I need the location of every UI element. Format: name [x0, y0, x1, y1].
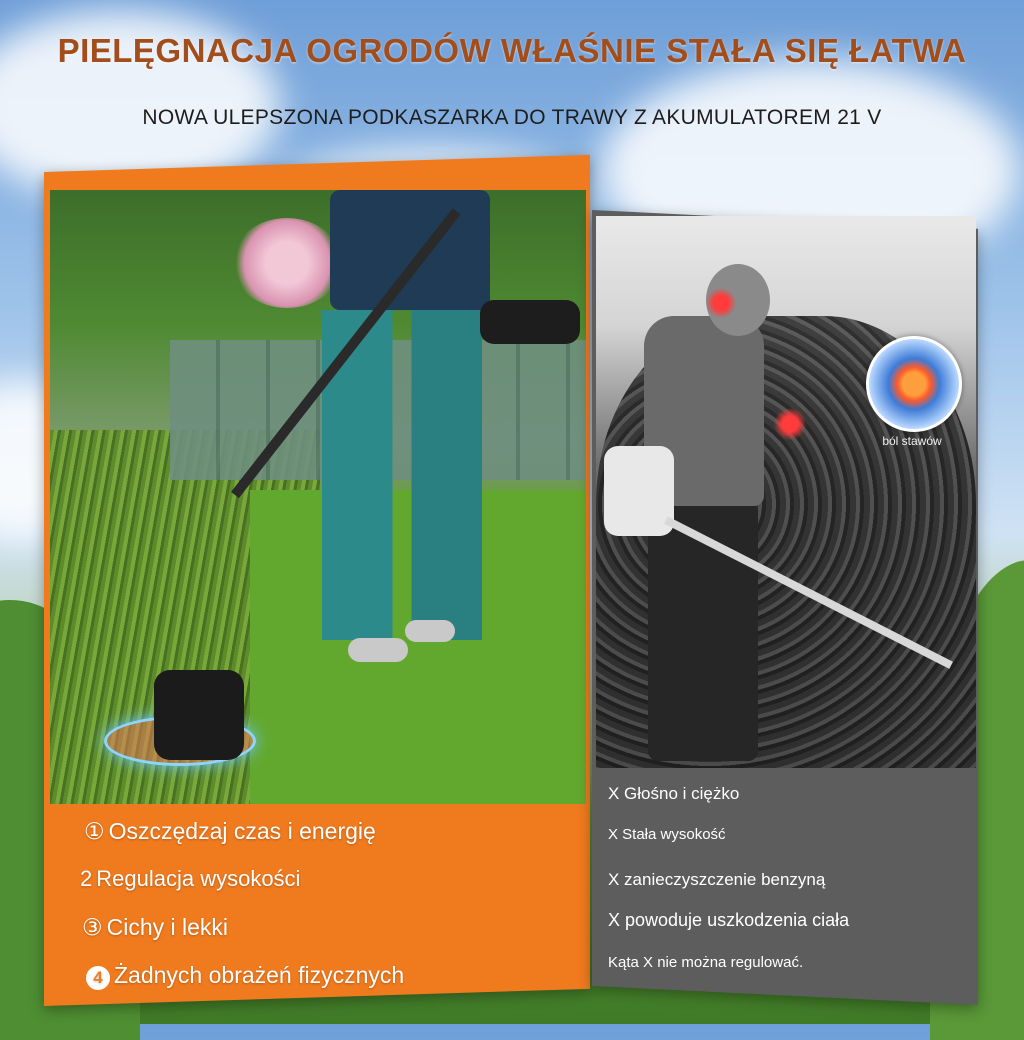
arm-pain-marker: [774, 408, 806, 440]
neck-pain-marker: [706, 288, 736, 318]
benefit-item: [80, 866, 300, 892]
benefit-text: Żadnych obrażeń fizycznych: [114, 962, 405, 988]
drawback-item: X zanieczyszczenie benzyną: [608, 870, 826, 889]
benefit-item: [86, 962, 404, 990]
drawback-item: Kąta X nie można regulować.: [608, 954, 804, 971]
benefit-text: Cichy i lekki: [106, 914, 229, 940]
benefit-number: 2: [80, 866, 93, 891]
benefit-number-badge: 4: [86, 966, 110, 990]
joint-pain-icon: [866, 336, 962, 432]
benefit-number: ③: [82, 914, 103, 940]
cordless-trimmer-photo: [50, 190, 586, 804]
drawback-item: X powoduje uszkodzenia ciała: [608, 910, 850, 930]
joint-pain-label: ból stawów: [882, 434, 942, 448]
petrol-trimmer-photo: [596, 216, 976, 768]
benefit-text: Regulacja wysokości: [96, 866, 301, 891]
benefit-text: Oszczędzaj czas i energię: [108, 818, 376, 844]
drawback-item: X Stała wysokość: [608, 826, 726, 843]
benefit-item: [84, 818, 376, 845]
page-title: PIELĘGNACJA OGRODÓW WŁAŚNIE STAŁA SIĘ ŁATWA: [57, 32, 967, 69]
drawback-item: X Głośno i ciężko: [608, 784, 740, 803]
benefit-item: [82, 914, 228, 941]
page-subtitle: NOWA ULEPSZONA PODKASZARKA DO TRAWY Z AKUMULATOREM 21 V: [142, 106, 882, 129]
benefit-number: ①: [84, 818, 105, 844]
